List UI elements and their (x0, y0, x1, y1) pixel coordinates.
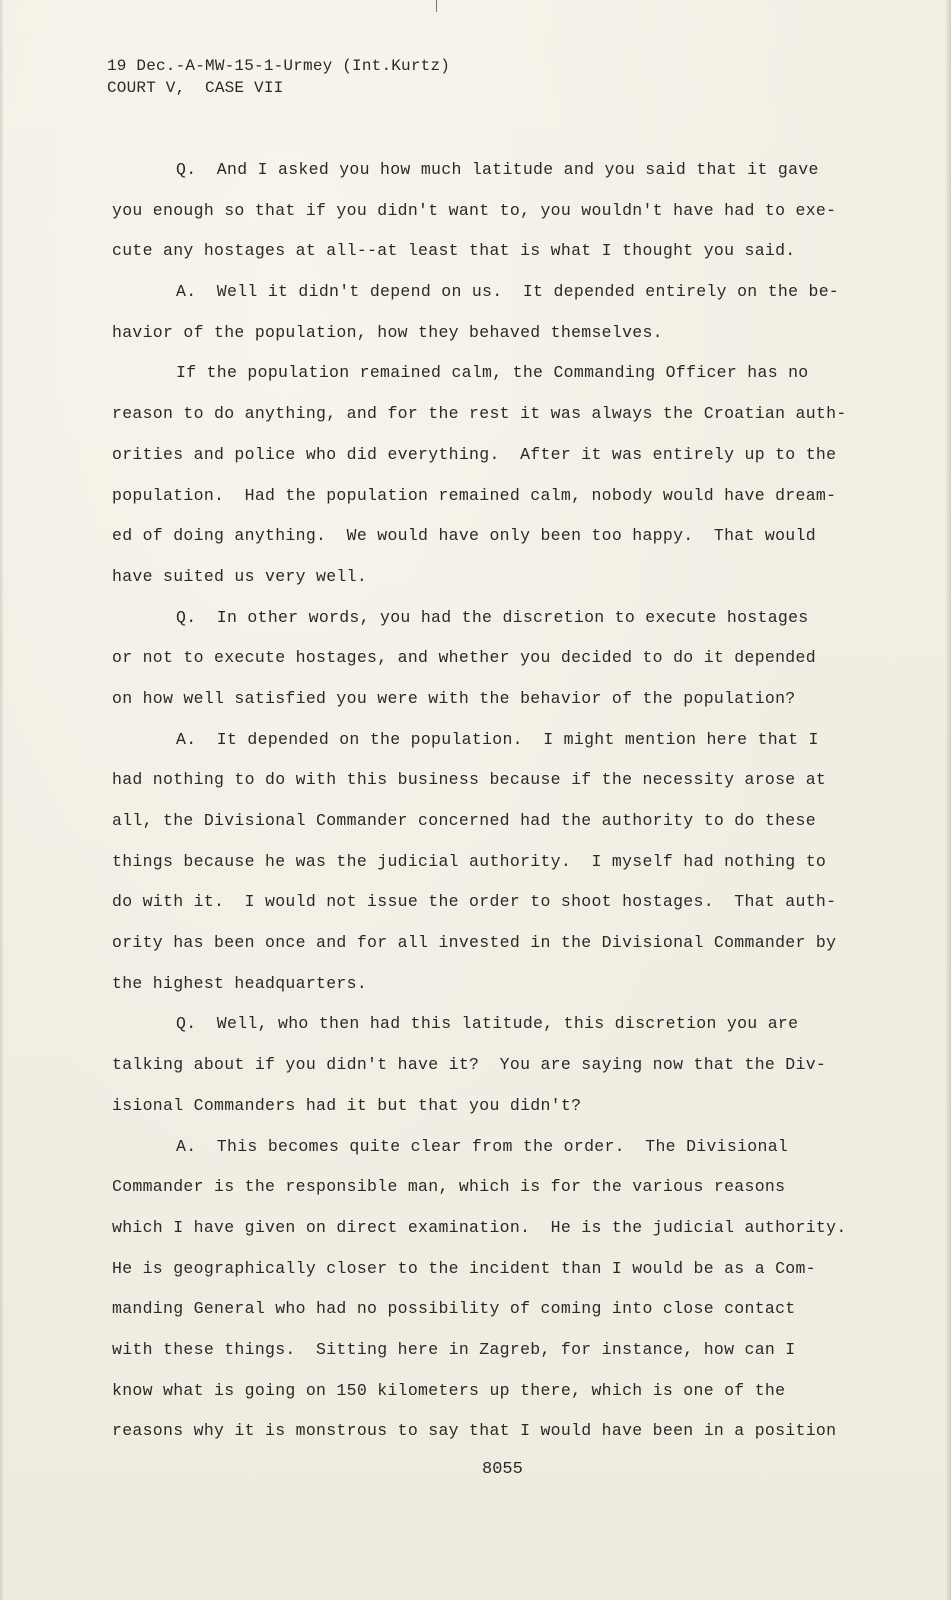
transcript-line: talking about if you didn't have it? You are saying now that the Div- (112, 1055, 827, 1075)
transcript-line: the highest headquarters. (112, 973, 368, 993)
transcript-line: or not to execute hostages, and whether you decided to do it depended (112, 648, 816, 668)
page-number: 8055 (482, 1460, 523, 1479)
transcript-body (112, 150, 862, 1452)
transcript-line: He is geographically closer to the incident than I would be as a Com- (112, 1258, 816, 1278)
header-court-case: COURT V, CASE VII (107, 79, 284, 97)
binding-mark (436, 0, 437, 12)
transcript-line: Q. Well, who then had this latitude, this discretion you are (176, 1014, 799, 1034)
transcript-line: reasons why it is monstrous to say that I would have been in a position (112, 1421, 837, 1441)
transcript-line: population. Had the population remained calm, nobody would have dream- (112, 485, 837, 505)
transcript-line: have suited us very well. (112, 566, 368, 586)
transcript-line: Q. In other words, you had the discretion to execute hostages (176, 607, 809, 627)
transcript-line: A. This becomes quite clear from the order. The Divisional (176, 1136, 789, 1156)
transcript-line: If the population remained calm, the Commanding Officer has no (176, 363, 809, 383)
transcript-line: isional Commanders had it but that you didn't? (112, 1095, 582, 1115)
page-left-edge (0, 0, 4, 1600)
transcript-line: had nothing to do with this business because if the necessity arose at (112, 770, 827, 790)
transcript-line: with these things. Sitting here in Zagreb, for instance, how can I (112, 1339, 796, 1359)
transcript-line: things because he was the judicial authority. I myself had nothing to (112, 851, 827, 871)
transcript-line: on how well satisfied you were with the behavior of the population? (112, 688, 796, 708)
transcript-line: Q. And I asked you how much latitude and you said that it gave (176, 160, 819, 179)
transcript-line: reason to do anything, and for the rest it was always the Croatian auth- (112, 404, 847, 424)
transcript-line: manding General who had no possibility of coming into close contact (112, 1299, 796, 1319)
transcript-line: ority has been once and for all invested in the Divisional Commander by (112, 933, 837, 953)
page-right-edge (945, 0, 951, 1600)
document-header (107, 55, 450, 99)
transcript-line: you enough so that if you didn't want to, you wouldn't have had to exe- (112, 200, 837, 220)
transcript-line: A. Well it didn't depend on us. It depended entirely on the be- (176, 282, 840, 302)
transcript-line: orities and police who did everything. After it was entirely up to the (112, 444, 837, 464)
header-session-line: 19 Dec.-A-MW-15-1-Urmey (Int.Kurtz) (107, 57, 451, 75)
transcript-line: Commander is the responsible man, which is for the various reasons (112, 1177, 786, 1197)
transcript-line: which I have given on direct examination. He is the judicial authority. (112, 1217, 847, 1237)
transcript-line: cute any hostages at all--at least that is what I thought you said. (112, 241, 796, 261)
transcript-line: know what is going on 150 kilometers up there, which is one of the (112, 1380, 786, 1400)
transcript-line: all, the Divisional Commander concerned had the authority to do these (112, 811, 816, 830)
transcript-line: do with it. I would not issue the order to shoot hostages. That auth- (112, 892, 837, 912)
transcript-line: havior of the population, how they behaved themselves. (112, 322, 663, 342)
transcript-line: ed of doing anything. We would have only been too happy. That would (112, 526, 816, 546)
transcript-line: A. It depended on the population. I might mention here that I (176, 729, 819, 749)
